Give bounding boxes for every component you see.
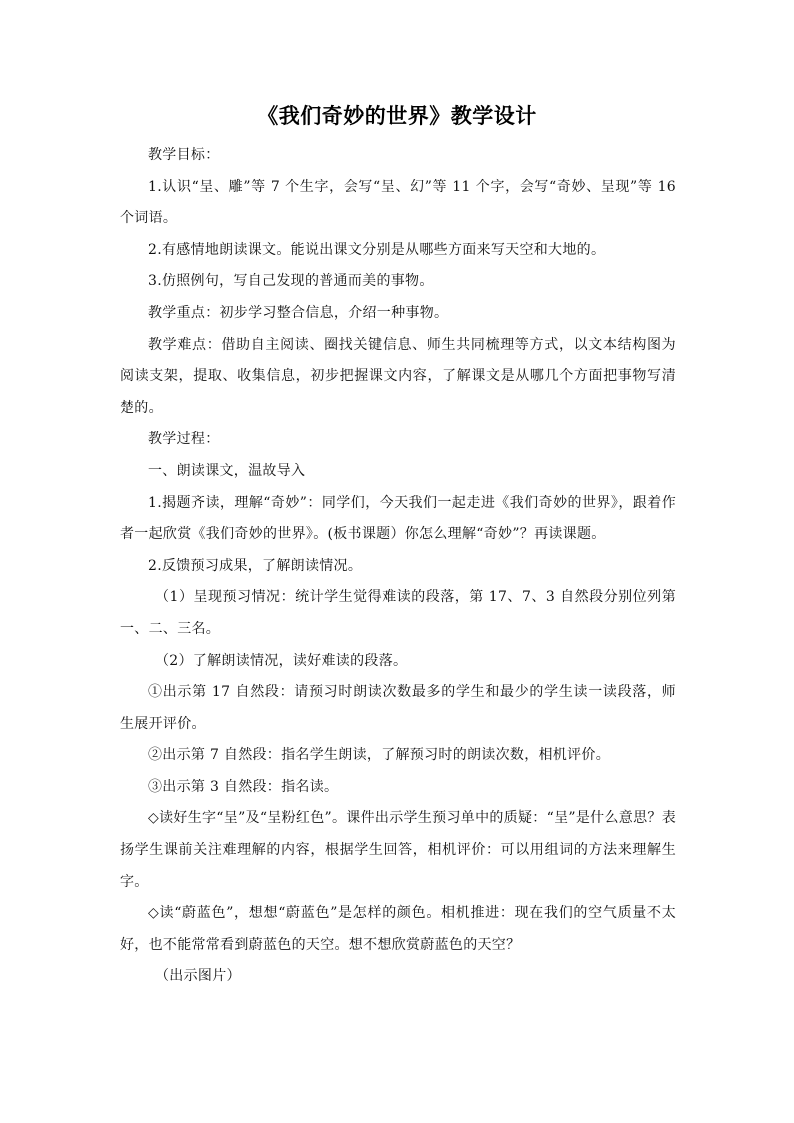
section-heading-process: 教学过程： bbox=[148, 431, 220, 448]
objective-3: 3.仿照例句，写自己发现的普通而美的事物。 bbox=[148, 273, 434, 290]
key-point: 教学重点：初步学习整合信息，介绍一种事物。 bbox=[148, 304, 449, 321]
section-heading-objectives: 教学目标： bbox=[148, 147, 220, 163]
process-paragraph: ①出示第 17 自然段：请预习时朗读次数最多的学生和最少的学生读一读段落，师生展开评价。 bbox=[120, 684, 676, 732]
document-title: 《我们奇妙的世界》教学设计 bbox=[257, 104, 537, 128]
document-body bbox=[120, 140, 676, 993]
process-paragraph: （2）了解朗读情况，读好难读的段落。 bbox=[155, 652, 408, 669]
process-paragraph: ◇读好生字“呈”及“呈粉红色”。课件出示学生预习单中的质疑：“呈”是什么意思？表扬学生课前关注难理解的内容，根据学生回答，相机评价：可以用组词的方法来理解生字。 bbox=[120, 810, 676, 890]
objective-2: 2.有感情地朗读课文。能说出课文分别是从哪些方面来写天空和大地的。 bbox=[148, 241, 606, 258]
objective-1: 1.认识“呈、雕”等 7 个生字，会写“呈、幻”等 11 个字，会写“奇妙、呈现”等 16 个词语。 bbox=[120, 178, 676, 227]
process-paragraph: ◇读“蔚蓝色”，想想“蔚蓝色”是怎样的颜色。相机推进：现在我们的空气质量不太好，也不能常常看到蔚蓝色的天空。想不想欣赏蔚蓝色的天空？ bbox=[120, 905, 676, 953]
process-paragraph: ③出示第 3 自然段：指名读。 bbox=[148, 778, 339, 795]
process-paragraph: ②出示第 7 自然段：指名学生朗读，了解预习时的朗读次数，相机评价。 bbox=[148, 747, 611, 764]
process-paragraph: 1.揭题齐读，理解“奇妙”：同学们，今天我们一起走进《我们奇妙的世界》，跟着作者一起欣赏《我们奇妙的世界》。(板书课题）你怎么理解“奇妙”？再读课题。 bbox=[120, 494, 676, 543]
step-heading-1: 一、朗读课文，温故导入 bbox=[148, 462, 306, 479]
process-paragraph: 2.反馈预习成果，了解朗读情况。 bbox=[148, 557, 363, 574]
process-paragraph: （出示图片） bbox=[155, 968, 241, 985]
process-paragraph: （1）呈现预习情况：统计学生觉得难读的段落，第 17、7、3 自然段分别位列第一、二、三名。 bbox=[120, 589, 676, 637]
difficult-point: 教学难点：借助自主阅读、圈找关键信息、师生共同梳理等方式，以文本结构图为阅读支架，提取、收集信息，初步把握课文内容，了解课文是从哪几个方面把事物写清楚的。 bbox=[120, 336, 676, 416]
